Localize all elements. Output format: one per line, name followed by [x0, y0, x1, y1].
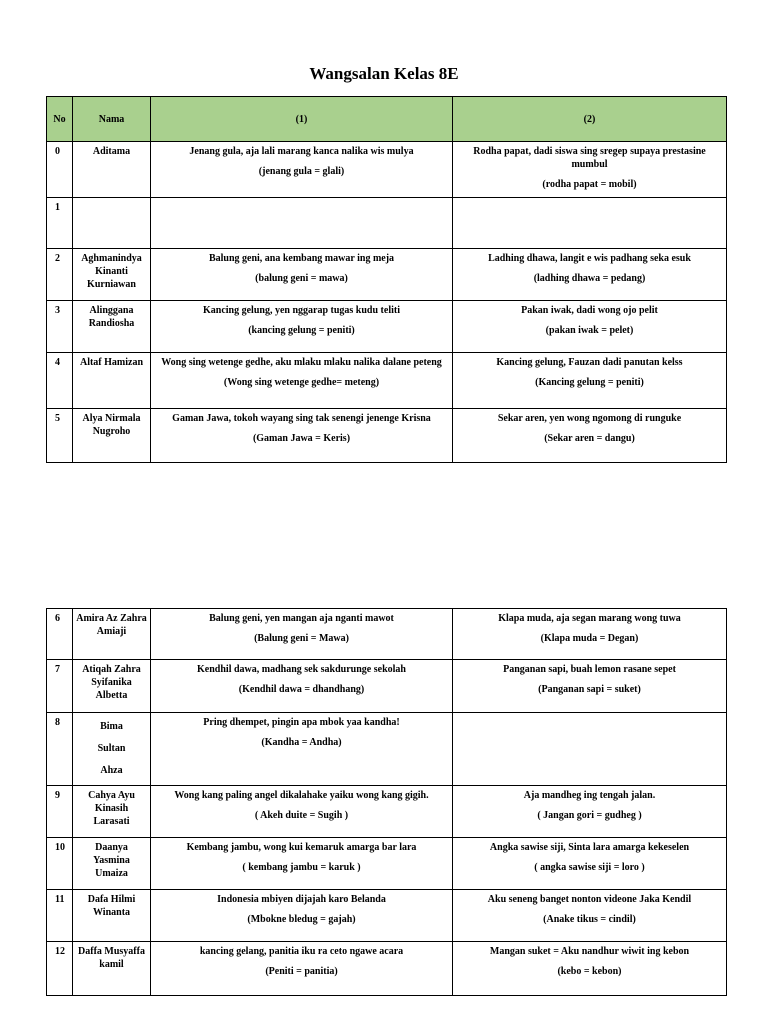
- sentence: Mangan suket = Aku nandhur wiwit ing kebon: [489, 946, 690, 957]
- table-row: [47, 142, 727, 198]
- answer: (balung geni = mawa): [255, 273, 348, 284]
- answer: (Wong sing wetenge gedhe= meteng): [223, 377, 380, 388]
- wangsalan-2: [453, 198, 727, 249]
- sentence: Balung geni, yen mangan aja nganti mawot: [209, 613, 394, 624]
- header-col2: (2): [453, 97, 727, 142]
- name-line: Bima: [100, 721, 123, 732]
- answer: (Balung geni = Mawa): [254, 633, 349, 644]
- row-number: 2: [47, 249, 73, 301]
- student-name: [73, 198, 151, 249]
- answer: (Mbokne bledug = gajah): [247, 914, 356, 925]
- answer: (Peniti = panitia): [265, 966, 338, 977]
- sentence: Kendhil dawa, madhang sek sakdurunge sekolah: [197, 664, 406, 675]
- answer: (pakan iwak = pelet): [545, 325, 634, 336]
- answer: (kebo = kebon): [557, 966, 622, 977]
- header-no: No: [47, 97, 73, 142]
- row-number: 9: [47, 786, 73, 838]
- answer: (Klapa muda = Degan): [540, 633, 639, 644]
- answer: ( Akeh duite = Sugih ): [254, 810, 349, 821]
- header-nama: Nama: [73, 97, 151, 142]
- row-number: 5: [47, 409, 73, 463]
- answer: (Kendhil dawa = dhandhang): [238, 684, 365, 695]
- sentence: Rodha papat, dadi siswa sing sregep supaya prestasine mumbul: [473, 146, 706, 170]
- wangsalan-1: [151, 198, 453, 249]
- wangsalan-2: [453, 786, 727, 838]
- wangsalan-2: [453, 249, 727, 301]
- student-name: Daanya Yasmina Umaiza: [73, 838, 151, 890]
- wangsalan-2: [453, 660, 727, 713]
- wangsalan-table-part-1: [46, 96, 727, 463]
- wangsalan-2: [453, 301, 727, 353]
- name-line: Ahza: [100, 765, 123, 776]
- answer: (ladhing dhawa = pedang): [533, 273, 646, 284]
- wangsalan-1: [151, 409, 453, 463]
- row-number: 12: [47, 942, 73, 996]
- table-row: [47, 942, 727, 996]
- table-row: [47, 198, 727, 249]
- sentence: Ladhing dhawa, langit e wis padhang seka esuk: [488, 253, 691, 264]
- table-row: [47, 409, 727, 463]
- sentence: Jenang gula, aja lali marang kanca nalika wis mulya: [189, 146, 414, 157]
- answer: ( kembang jambu = karuk ): [242, 862, 361, 873]
- row-number: 4: [47, 353, 73, 409]
- row-number: 6: [47, 609, 73, 660]
- wangsalan-table-part-2: [46, 608, 727, 996]
- wangsalan-2: [453, 838, 727, 890]
- answer: (Sekar aren = dangu): [544, 433, 635, 444]
- table-row: [47, 838, 727, 890]
- row-number: 0: [47, 142, 73, 198]
- wangsalan-1: [151, 609, 453, 660]
- wangsalan-1: [151, 890, 453, 942]
- wangsalan-1: [151, 249, 453, 301]
- row-number: 11: [47, 890, 73, 942]
- wangsalan-1: [151, 301, 453, 353]
- wangsalan-1: [151, 660, 453, 713]
- wangsalan-2: [453, 713, 727, 786]
- wangsalan-2: [453, 942, 727, 996]
- wangsalan-1: [151, 142, 453, 198]
- wangsalan-1: [151, 353, 453, 409]
- table-row: [47, 609, 727, 660]
- answer: (jenang gula = glali): [258, 166, 345, 177]
- sentence: Aku seneng banget nonton videone Jaka Kendil: [487, 894, 692, 905]
- table-row: [47, 249, 727, 301]
- sentence: Sekar aren, yen wong ngomong di runguke: [497, 413, 682, 424]
- row-number: 1: [47, 198, 73, 249]
- sentence: Wong kang paling angel dikalahake yaiku wong kang gigih.: [174, 790, 429, 801]
- wangsalan-1: [151, 838, 453, 890]
- row-number: 7: [47, 660, 73, 713]
- sentence: Balung geni, ana kembang mawar ing meja: [208, 253, 395, 264]
- sentence: Panganan sapi, buah lemon rasane sepet: [503, 664, 676, 675]
- student-name: Aditama: [73, 142, 151, 198]
- sentence: Klapa muda, aja segan marang wong tuwa: [498, 613, 681, 624]
- sentence: kancing gelang, panitia iku ra ceto ngawe acara: [199, 946, 404, 957]
- wangsalan-1: [151, 713, 453, 786]
- table-row: [47, 660, 727, 713]
- student-name: Cahya Ayu Kinasih Larasati: [73, 786, 151, 838]
- student-name: Alinggana Randiosha: [73, 301, 151, 353]
- row-number: 10: [47, 838, 73, 890]
- wangsalan-2: [453, 142, 727, 198]
- table-row: [47, 301, 727, 353]
- sentence: Gaman Jawa, tokoh wayang sing tak senengi jenenge Krisna: [172, 413, 431, 424]
- sentence: Kancing gelung, Fauzan dadi panutan kelss: [496, 357, 683, 368]
- sentence: Pring dhempet, pingin apa mbok yaa kandha!: [203, 717, 400, 728]
- document-title: Wangsalan Kelas 8E: [309, 64, 459, 83]
- wangsalan-1: [151, 786, 453, 838]
- table-header-row: [47, 97, 727, 142]
- answer: (Panganan sapi = suket): [538, 684, 641, 695]
- row-number: 8: [47, 713, 73, 786]
- answer: (Gaman Jawa = Keris): [252, 433, 351, 444]
- wangsalan-2: [453, 353, 727, 409]
- table-row: [47, 353, 727, 409]
- student-name: Dafa Hilmi Winanta: [73, 890, 151, 942]
- sentence: Kembang jambu, wong kui kemaruk amarga bar lara: [186, 842, 417, 853]
- name-line: Sultan: [97, 743, 126, 754]
- student-name: Altaf Hamizan: [73, 353, 151, 409]
- sentence: Kancing gelung, yen nggarap tugas kudu teliti: [203, 305, 400, 316]
- row-number: 3: [47, 301, 73, 353]
- student-name: Amira Az Zahra Amiaji: [73, 609, 151, 660]
- student-name: Aghmanindya Kinanti Kurniawan: [73, 249, 151, 301]
- table-row: [47, 786, 727, 838]
- student-name: Alya Nirmala Nugroho: [73, 409, 151, 463]
- sentence: Angka sawise siji, Sinta lara amarga kekeselen: [489, 842, 690, 853]
- header-col1: (1): [151, 97, 453, 142]
- sentence: Indonesia mbiyen dijajah karo Belanda: [217, 894, 386, 905]
- answer: (rodha papat = mobil): [542, 179, 637, 190]
- student-name: Atiqah Zahra Syifanika Albetta: [73, 660, 151, 713]
- answer: (kancing gelung = peniti): [248, 325, 355, 336]
- answer: ( Jangan gori = gudheg ): [537, 810, 642, 821]
- sentence: Pakan iwak, dadi wong ojo pelit: [521, 305, 658, 316]
- answer: (Kandha = Andha): [261, 737, 342, 748]
- wangsalan-2: [453, 409, 727, 463]
- wangsalan-2: [453, 609, 727, 660]
- student-name: Daffa Musyaffa kamil: [73, 942, 151, 996]
- answer: (Anake tikus = cindil): [543, 914, 636, 925]
- wangsalan-1: [151, 942, 453, 996]
- table-row: [47, 713, 727, 786]
- answer: (Kancing gelung = peniti): [535, 377, 644, 388]
- wangsalan-2: [453, 890, 727, 942]
- table-row: [47, 890, 727, 942]
- answer: ( angka sawise siji = loro ): [534, 862, 645, 873]
- sentence: Aja mandheg ing tengah jalan.: [523, 790, 656, 801]
- sentence: Wong sing wetenge gedhe, aku mlaku mlaku nalika dalane peteng: [161, 357, 442, 368]
- student-name: [73, 713, 151, 786]
